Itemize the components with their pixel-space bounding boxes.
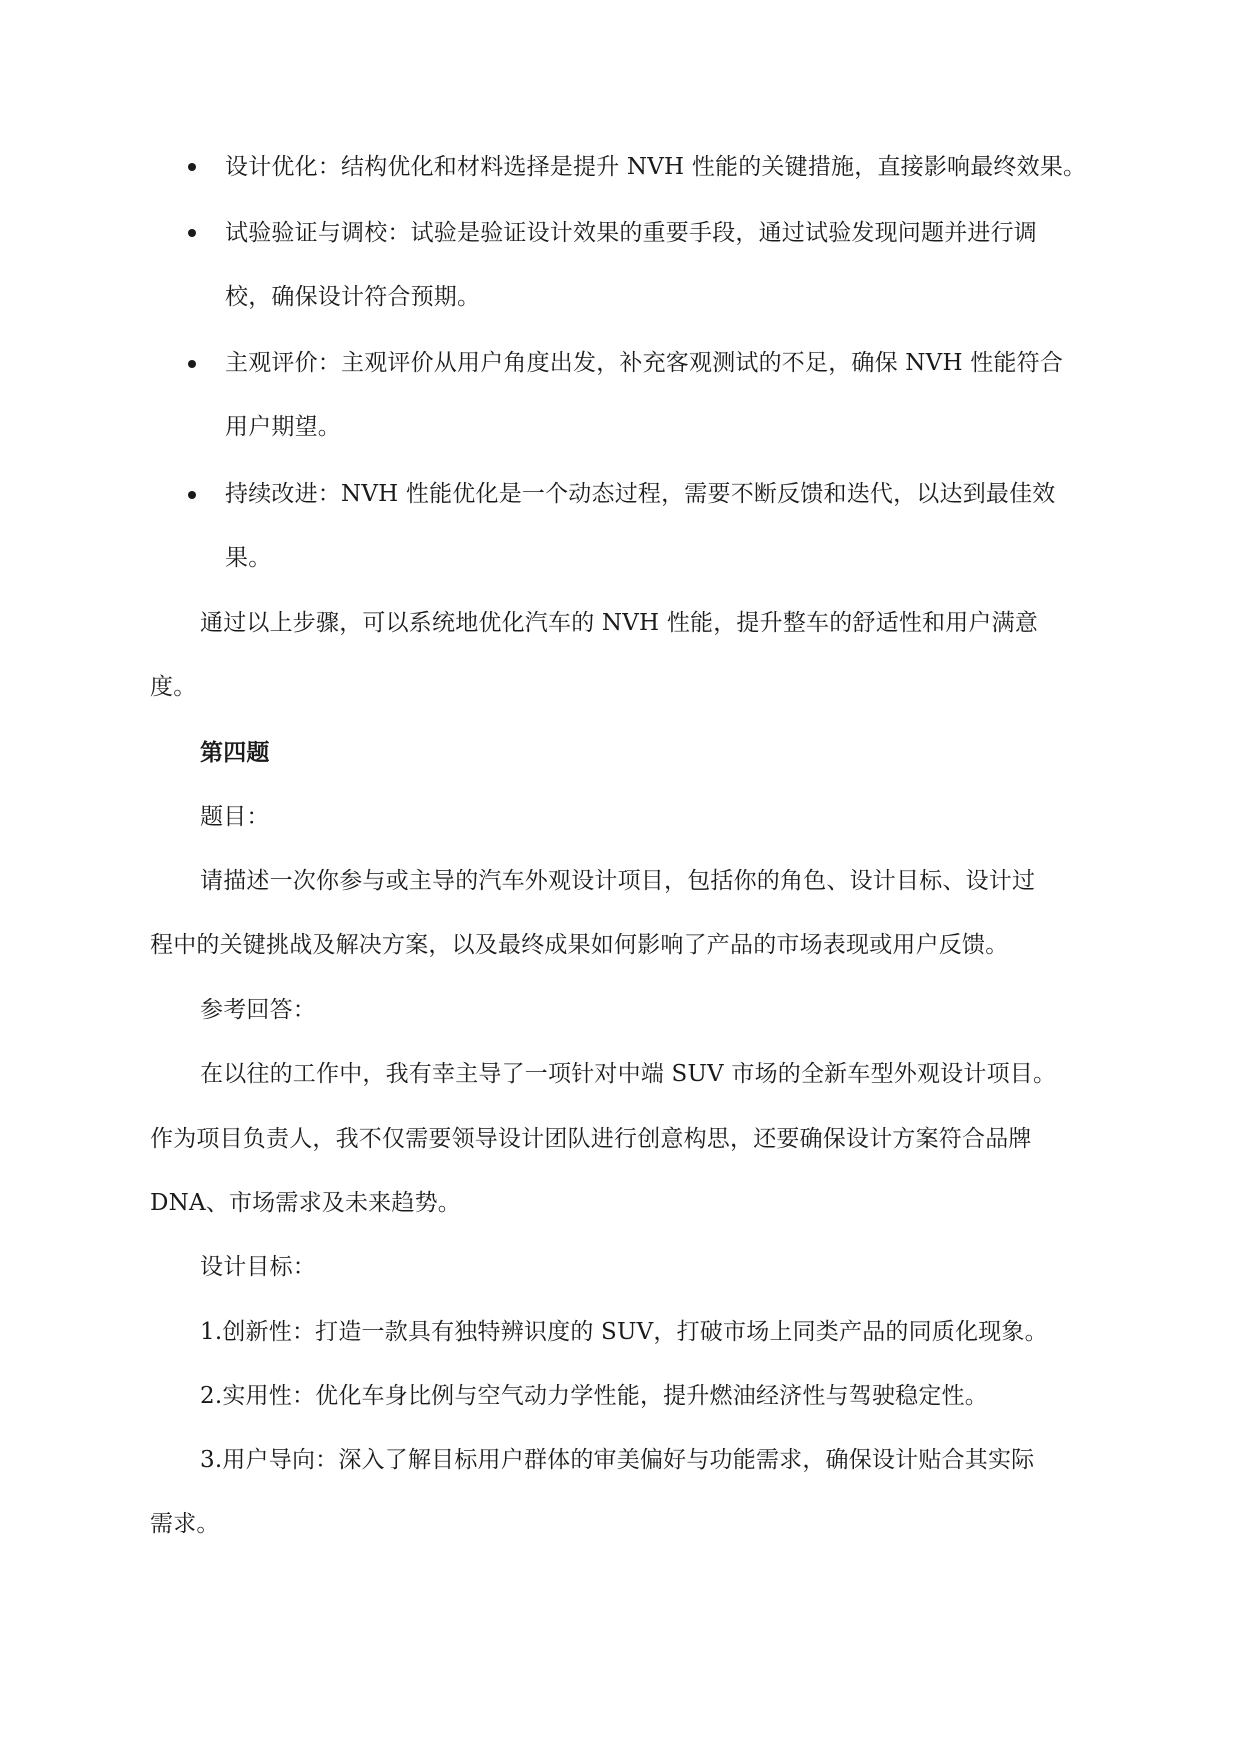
bullet-dot bbox=[188, 491, 196, 499]
question-line-1: 请描述一次你参与或主导的汽车外观设计项目，包括你的角色、设计目标、设计过 bbox=[200, 868, 1036, 894]
bullet-1-line-1: 设计优化：结构优化和材料选择是提升 NVH 性能的关键措施，直接影响最终效果。 bbox=[225, 154, 1087, 180]
goal-1-line-1: 1.创新性：打造一款具有独特辨识度的 SUV，打破市场上同类产品的同质化现象。 bbox=[200, 1319, 1048, 1345]
goal-2-line-1: 2.实用性：优化车身比例与空气动力学性能，提升燃油经济性与驾驶稳定性。 bbox=[200, 1383, 988, 1409]
question-label: 题目： bbox=[200, 804, 270, 830]
answer-intro-line-2: 作为项目负责人，我不仅需要领导设计团队进行创意构思，还要确保设计方案符合品牌 bbox=[150, 1126, 1032, 1152]
goals-label: 设计目标： bbox=[200, 1254, 316, 1280]
bullet-dot bbox=[188, 229, 196, 237]
answer-label: 参考回答： bbox=[200, 997, 316, 1023]
answer-intro-line-1: 在以往的工作中，我有幸主导了一项针对中端 SUV 市场的全新车型外观设计项目。 bbox=[200, 1061, 1057, 1087]
bullet-2-line-1: 试验验证与调校：试验是验证设计效果的重要手段，通过试验发现问题并进行调 bbox=[225, 220, 1037, 246]
bullet-dot bbox=[188, 360, 196, 368]
bullet-2-line-2: 校，确保设计符合预期。 bbox=[225, 284, 481, 310]
answer-intro-line-3: DNA、市场需求及未来趋势。 bbox=[150, 1190, 461, 1216]
goal-3-line-1: 3.用户导向：深入了解目标用户群体的审美偏好与功能需求，确保设计贴合其实际 bbox=[200, 1447, 1035, 1473]
goal-3-line-2: 需求。 bbox=[150, 1511, 220, 1537]
bullet-3-line-2: 用户期望。 bbox=[225, 414, 341, 440]
bullet-dot bbox=[188, 163, 196, 171]
summary-line-1: 通过以上步骤，可以系统地优化汽车的 NVH 性能，提升整车的舒适性和用户满意 bbox=[200, 610, 1039, 636]
bullet-4-line-2: 果。 bbox=[225, 545, 272, 571]
question-line-2: 程中的关键挑战及解决方案，以及最终成果如何影响了产品的市场表现或用户反馈。 bbox=[150, 932, 1009, 958]
section-title: 第四题 bbox=[200, 740, 270, 766]
bullet-4-line-1: 持续改进：NVH 性能优化是一个动态过程，需要不断反馈和迭代，以达到最佳效 bbox=[225, 481, 1056, 507]
bullet-3-line-1: 主观评价：主观评价从用户角度出发，补充客观测试的不足，确保 NVH 性能符合 bbox=[225, 350, 1064, 376]
summary-line-2: 度。 bbox=[150, 674, 197, 700]
